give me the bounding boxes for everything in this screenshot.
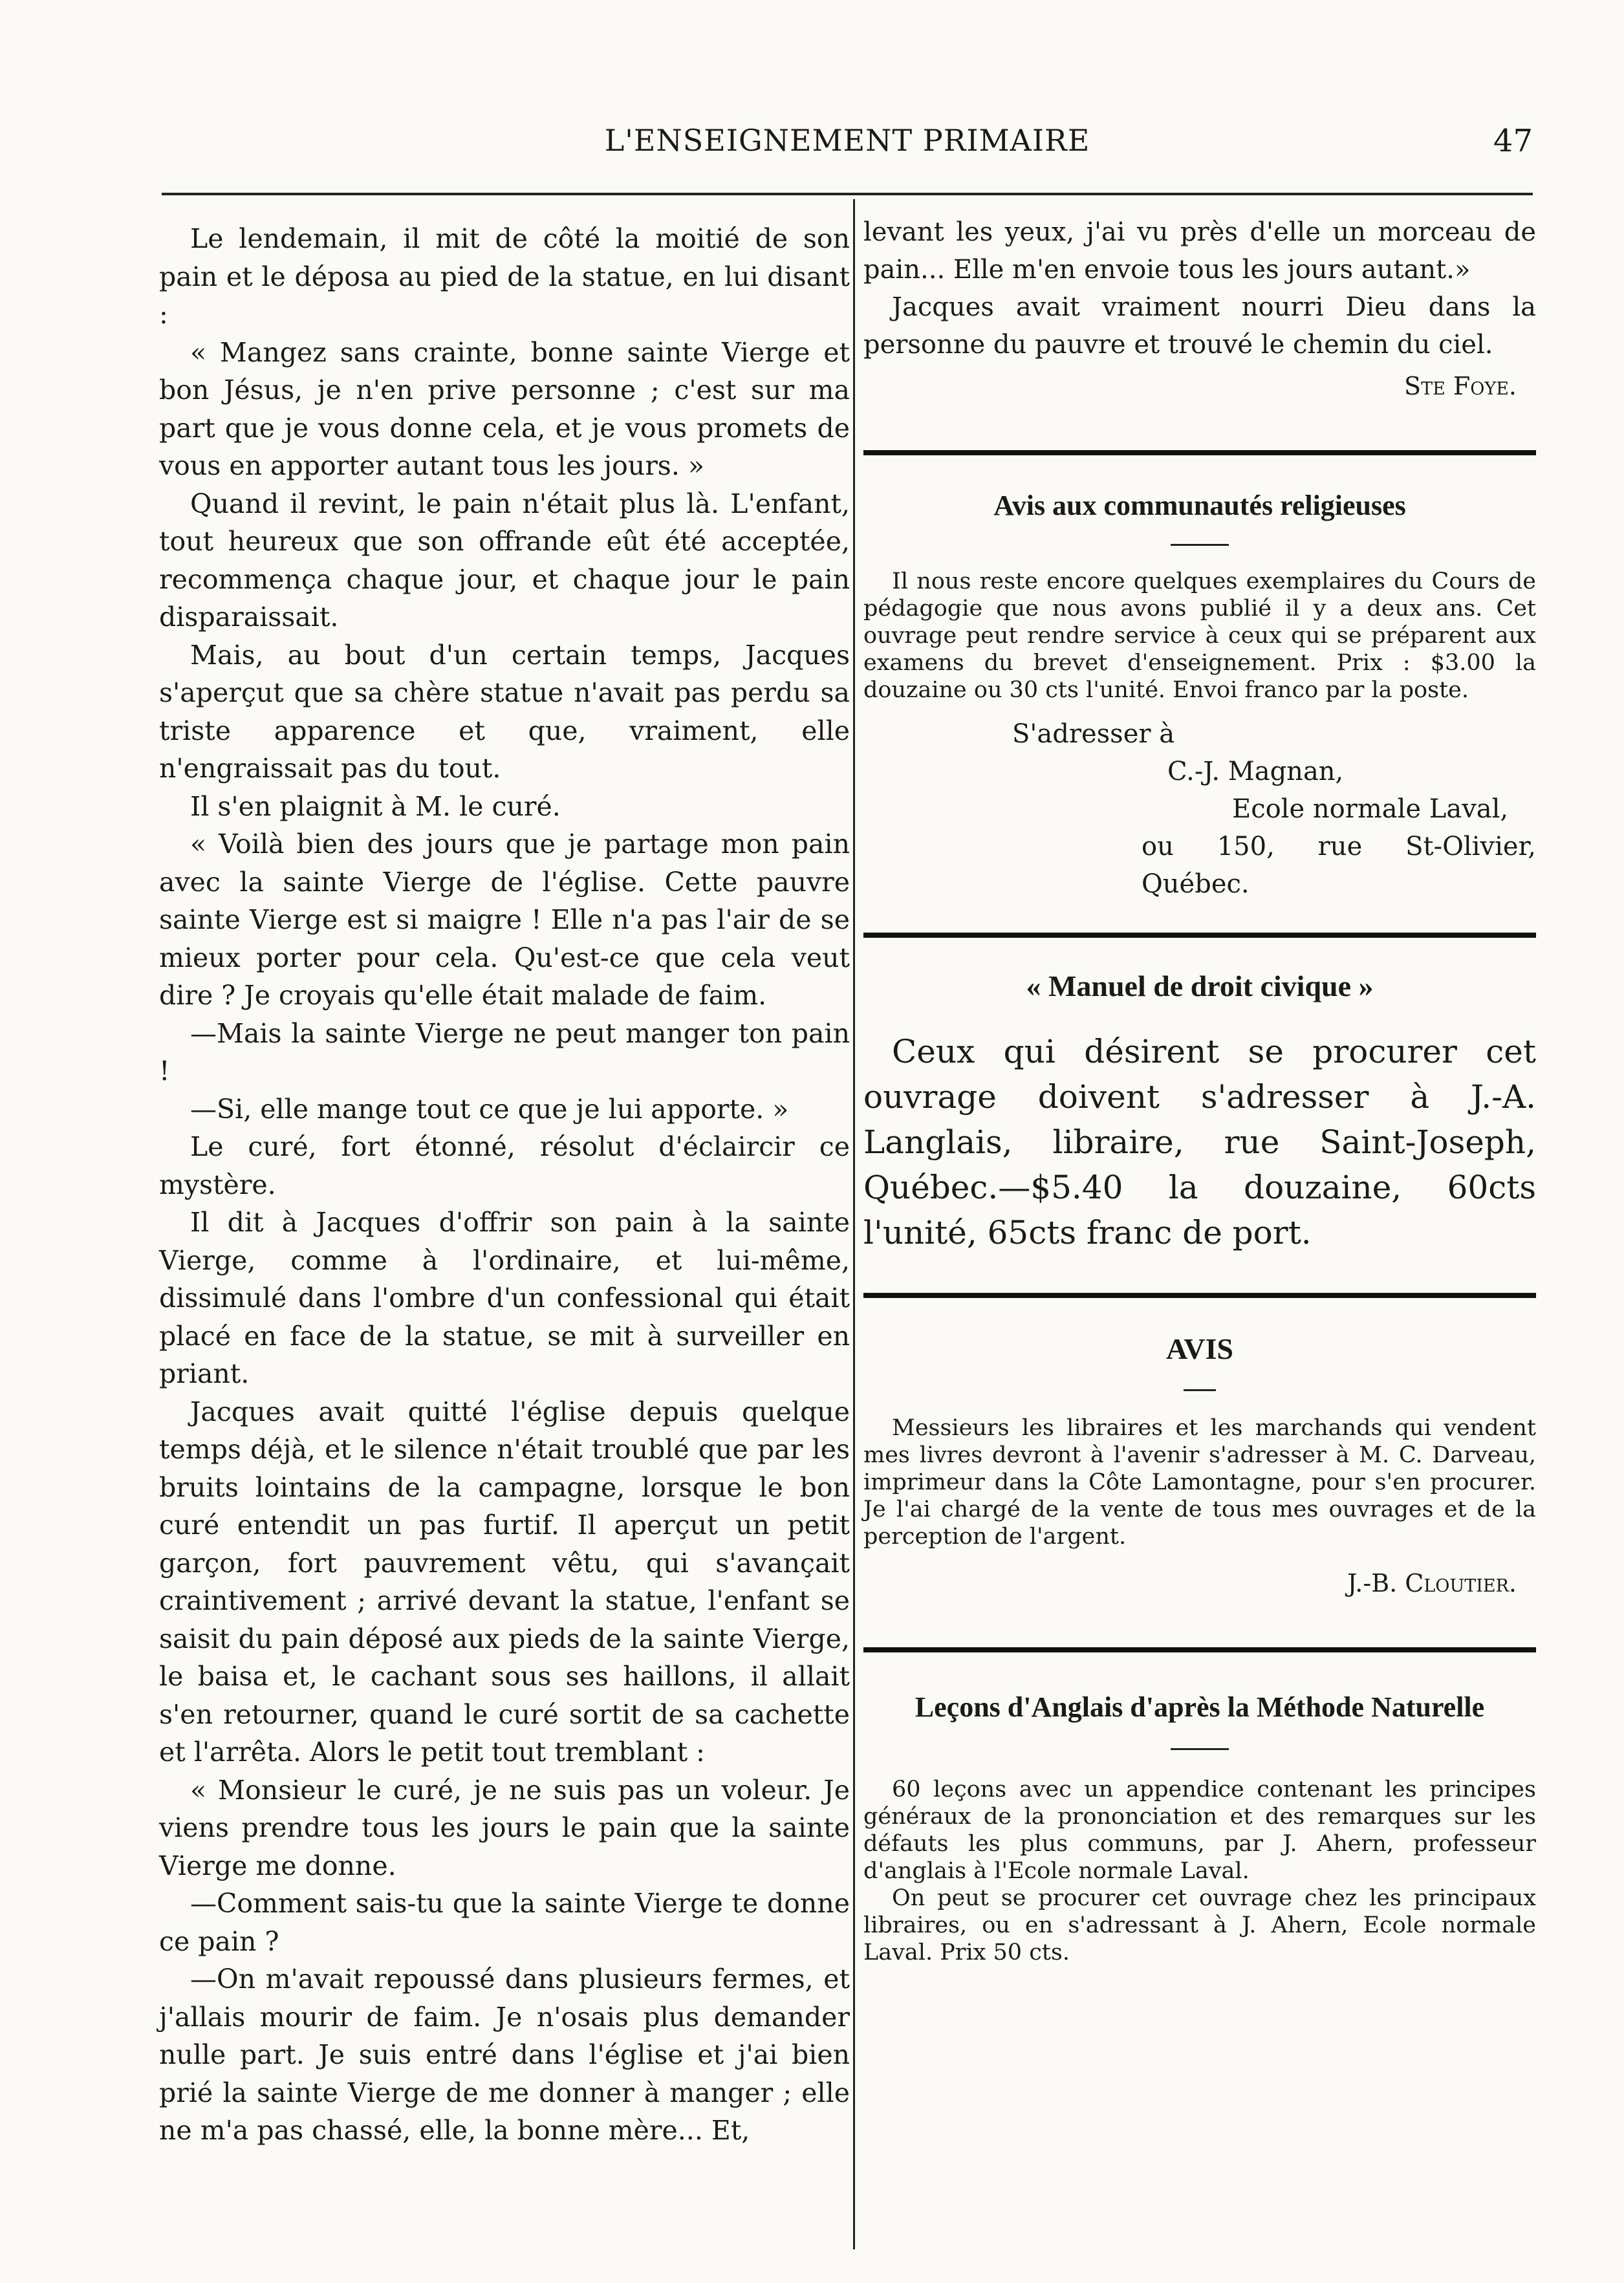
notice-title: Leçons d'Anglais d'après la Méthode Naturelle xyxy=(915,1691,1485,1723)
notice-text: Ceux qui désirent se procurer cet ouvrage doivent s'adresser à J.-A. Langlais, libraire, rue Saint-Joseph, Québec.—$5.40 la douzaine, 60cts l'unité, 65cts franc de port. xyxy=(863,1033,1536,1251)
journal-title: L'ENSEIGNEMENT PRIMAIRE xyxy=(604,123,1090,158)
notice-title: Avis aux communautés religieuses xyxy=(993,490,1406,521)
story-paragraph: Le curé, fort étonné, résolut d'éclaircir ce mystère. xyxy=(159,1131,850,1200)
title-rule xyxy=(1171,544,1229,546)
column-divider xyxy=(853,199,855,2249)
notice-text: Messieurs les libraires et les marchands qui vendent mes livres devront à l'avenir s'adresser à M. C. Darveau, imprimeur dans la Côte Lamontagne, pour s'en procurer. Je l'ai chargé de la vente de tous mes ouvrages et de la perception de l'argent. xyxy=(863,1415,1536,1550)
address-intro: S'adresser à xyxy=(1012,719,1175,749)
right-column xyxy=(863,213,1536,1966)
notice-title: AVIS xyxy=(1166,1332,1233,1365)
notice-avis xyxy=(863,1332,1536,1602)
section-rule xyxy=(863,1293,1536,1298)
address-line: C.-J. Magnan, xyxy=(1167,757,1344,786)
story-paragraph: Il s'en plaignit à M. le curé. xyxy=(190,790,561,822)
story-paragraph: —Mais la sainte Vierge ne peut manger ton pain ! xyxy=(159,1017,850,1087)
section-rule xyxy=(863,1647,1536,1652)
story-paragraph: Jacques avait vraiment nourri Dieu dans la personne du pauvre et trouvé le chemin du ciel. xyxy=(863,292,1536,360)
story-paragraph: « Voilà bien des jours que je partage mon pain avec la sainte Vierge de l'église. Cette pauvre sainte Vierge est si maigre ! Elle n'a pas l'air de se mieux porter pour cela. Qu'est-ce que cela veut dire ? Je croyais qu'elle était malade de faim. xyxy=(159,828,850,1011)
story-paragraph: Quand il revint, le pain n'était plus là. L'enfant, tout heureux que son offrande eût été acceptée, recommença chaque jour, et chaque jour le pain disparaissait. xyxy=(159,488,850,633)
address-line: Ecole normale Laval, xyxy=(1232,794,1509,824)
story-paragraph: « Mangez sans crainte, bonne sainte Vierge et bon Jésus, je n'en prive personne ; c'est sur ma part que je vous donne cela, et je vous promets de vous en apporter autant tous les jours. » xyxy=(159,336,850,481)
address-line: ou 150, rue St-Olivier, Québec. xyxy=(1142,832,1536,899)
notice-text: 60 leçons avec un appendice contenant les principes généraux de la prononciation et des remarques sur les défauts les plus communs, par J. Ahern, professeur d'anglais à l'Ecole normale Laval. xyxy=(863,1777,1536,1884)
notice-text: On peut se procurer cet ouvrage chez les principaux libraires, ou en s'adressant à J. Ahern, Ecole normale Laval. Prix 50 cts. xyxy=(863,1885,1536,1965)
title-rule xyxy=(1171,1748,1229,1750)
story-paragraph: « Monsieur le curé, je ne suis pas un voleur. Je viens prendre tous les jours le pain que la sainte Vierge me donne. xyxy=(159,1774,850,1881)
story-paragraph: —Comment sais-tu que la sainte Vierge te donne ce pain ? xyxy=(159,1888,850,1957)
section-rule xyxy=(863,450,1536,455)
notice-manuel xyxy=(863,969,1536,1255)
header-rule xyxy=(162,193,1533,195)
title-rule xyxy=(1184,1389,1216,1391)
story-paragraph: Mais, au bout d'un certain temps, Jacques s'aperçut que sa chère statue n'avait pas perdu sa triste apparence et que, vraiment, elle n'engraissait pas du tout. xyxy=(159,639,850,784)
story-paragraph: levant les yeux, j'ai vu près d'elle un morceau de pain... Elle m'en envoie tous les jours autant.» xyxy=(863,217,1536,285)
notice-communities xyxy=(863,489,1536,903)
page-header xyxy=(162,123,1533,175)
story-paragraph: —Si, elle mange tout ce que je lui apporte. » xyxy=(190,1093,789,1125)
story-ending xyxy=(863,213,1536,405)
author-signature: J.-B. Cloutier. xyxy=(1347,1569,1517,1597)
story-paragraph: Jacques avait quitté l'église depuis quelque temps déjà, et le silence n'était troublé que par les bruits lointains de la campagne, lorsque le bon curé entendit un pas furtif. Il aperçut un petit garçon, fort pauvrement vêtu, qui s'avançait craintivement ; arrivé devant la statue, l'enfant se saisit du pain déposé aux pieds de la sainte Vierge, le baisa et, le cachant sous ses haillons, il allait s'en retourner, quand le curé sortit de sa cachette et l'arrêta. Alors le petit tout tremblant : xyxy=(159,1396,850,1768)
author-signature: Ste Foye. xyxy=(1404,372,1517,400)
left-column xyxy=(159,213,850,2150)
section-rule xyxy=(863,933,1536,938)
story-paragraph: —On m'avait repoussé dans plusieurs fermes, et j'allais mourir de faim. Je n'osais plus demander nulle part. Je suis entré dans l'église et j'ai bien prié la sainte Vierge de me donner à manger ; elle ne m'a pas chassé, elle, la bonne mère... Et, xyxy=(159,1964,850,2146)
page-number: 47 xyxy=(1493,123,1533,159)
story-paragraph: Il dit à Jacques d'offrir son pain à la sainte Vierge, comme à l'ordinaire, et lui-même, dissimulé dans l'ombre d'un confessional qui était placé en face de la statue, se mit à surveiller en priant. xyxy=(159,1207,850,1389)
notice-lecons xyxy=(863,1689,1536,1966)
notice-text: Il nous reste encore quelques exemplaires du Cours de pédagogie que nous avons publié il y a deux ans. Cet ouvrage peut rendre service à ceux qui se préparent aux examens du brevet d'enseignement. Prix : $3.00 la douzaine ou 30 cts l'unité. Envoi franco par la poste. xyxy=(863,568,1536,703)
notice-title: « Manuel de droit civique » xyxy=(1026,969,1374,1002)
story-paragraph: Le lendemain, il mit de côté la moitié de son pain et le déposa au pied de la statue, en lui disant : xyxy=(159,223,850,330)
